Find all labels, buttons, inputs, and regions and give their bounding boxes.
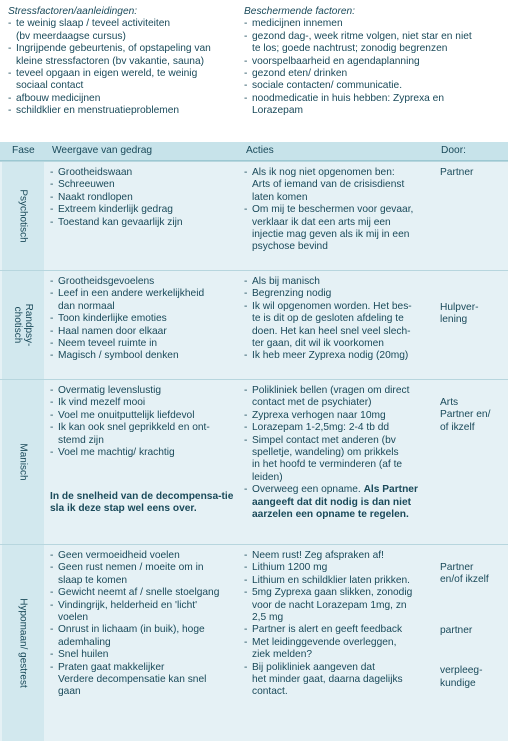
list-item-line: - Grootheidsgevoelens bbox=[50, 276, 238, 288]
header-acties: Acties bbox=[246, 145, 274, 156]
responsible-cell bbox=[440, 397, 506, 434]
phase-label: Randpsy- chotisch bbox=[12, 303, 34, 347]
list-item-line: - Vindingrijk, helderheid en 'licht' bbox=[50, 600, 238, 612]
phase-label: Hypomaan/ gestrest bbox=[17, 598, 29, 688]
list-item-line: - voorspelbaarheid en agendaplanning bbox=[244, 56, 506, 68]
list-item-line: - Geen rust nemen / moeite om in bbox=[50, 562, 238, 574]
list-item-line: - gezond dag-, week ritme volgen, niet star en niet bbox=[244, 31, 506, 43]
list-item bbox=[244, 484, 434, 521]
list-item-line: voelen bbox=[58, 612, 89, 624]
responsible-line: verpleeg- bbox=[440, 665, 483, 677]
responsible-line: partner bbox=[440, 624, 473, 636]
list-item-line: - teveel opgaan in eigen wereld, te weinig bbox=[8, 68, 244, 80]
list-item-line: - Leef in een andere werkelijkheid bbox=[50, 288, 238, 300]
phase-label: Manisch bbox=[17, 443, 29, 481]
responsible-line: lening bbox=[440, 314, 468, 326]
list-item-line: - Voel me onuitputtelijk liefdevol bbox=[50, 410, 238, 422]
list-item-line: - Partner is alert en geeft feedback bbox=[244, 624, 434, 636]
behavior-cell bbox=[50, 550, 238, 699]
list-item-line: - Haal namen door elkaar bbox=[50, 326, 238, 338]
list-item-line: - Voel me machtig/ krachtig bbox=[50, 447, 238, 459]
list-item-line: - Ingrijpende gebeurtenis, of opstapeling van bbox=[8, 43, 244, 55]
list-item-line: ademhaling bbox=[58, 636, 111, 648]
stress-factors-list bbox=[8, 18, 244, 117]
list-item-line: - schildklier en menstruatieproblemen bbox=[8, 105, 244, 117]
list-item-line: voor de nacht Lorazepam 1mg, zn bbox=[252, 599, 407, 611]
list-item-line: stemd zijn bbox=[58, 434, 104, 446]
behavior-cell bbox=[50, 167, 238, 229]
stress-factors-header: Stressfactoren/aanleidingen: bbox=[8, 6, 138, 17]
table-row-hypomaan bbox=[0, 544, 508, 741]
responsible-cell bbox=[440, 562, 506, 690]
list-item-line: - Snel huilen bbox=[50, 649, 238, 661]
table-row-randpsychotisch bbox=[0, 270, 508, 379]
header-fase: Fase bbox=[12, 145, 35, 156]
list-item-line: Lorazepam bbox=[252, 105, 303, 117]
factors-section bbox=[0, 0, 508, 140]
list-item-line: slaap te komen bbox=[58, 574, 128, 586]
actions-cell bbox=[244, 167, 434, 254]
list-item-line: Verdere decompensatie kan snel bbox=[58, 674, 207, 686]
behavior-cell bbox=[50, 385, 238, 459]
phase-cell bbox=[2, 545, 44, 741]
phase-table bbox=[0, 142, 508, 740]
responsible-line: Partner bbox=[440, 562, 474, 573]
list-item-line: het minder gaat, daarna dagelijks bbox=[252, 674, 403, 686]
list-item-line: - Extreem kinderlijk gedrag bbox=[50, 204, 238, 216]
table-header bbox=[0, 142, 508, 161]
list-item-line: 2,5 mg bbox=[252, 612, 284, 624]
table-row-manisch bbox=[0, 379, 508, 544]
actions-cell bbox=[244, 276, 434, 363]
list-item-line: - sociale contacten/ communicatie. bbox=[244, 80, 506, 92]
responsible-cell bbox=[440, 302, 506, 327]
list-item-line: - Gewicht neemt af / snelle stoelgang bbox=[50, 587, 238, 599]
list-item-line: - afbouw medicijnen bbox=[8, 93, 244, 105]
protective-factors-column bbox=[244, 6, 506, 118]
responsible-line: en/of ikzelf bbox=[440, 574, 489, 586]
list-item-line: - Geen vermoeidheid voelen bbox=[50, 550, 238, 562]
list-item-line: verklaar ik dat een arts mij een bbox=[252, 216, 391, 228]
list-item-line: te los; goede nachtrust; zonodig begrenzen bbox=[252, 43, 448, 55]
responsible-group bbox=[440, 562, 506, 587]
responsible-line: Partner en/ bbox=[440, 409, 491, 421]
list-item-line: - Bij polikliniek aangeven dat bbox=[244, 662, 434, 674]
list-item-line: ter gaan, dit wil ik voorkomen bbox=[252, 338, 384, 350]
phase-cell bbox=[2, 162, 44, 270]
behavior-note: In de snelheid van de decompensa-tie sla ik deze stap wel eens over. bbox=[50, 491, 234, 515]
list-item-line: injectie mag geven als ik mij in een bbox=[252, 229, 410, 241]
list-item-line: - 5mg Zyprexa gaan slikken, zonodig bbox=[244, 587, 434, 599]
responsible-line: of ikzelf bbox=[440, 421, 475, 433]
list-item-line: - te weinig slaap / teveel activiteiten bbox=[8, 18, 244, 30]
list-item-line: - Begrenzing nodig bbox=[244, 288, 434, 300]
list-item-line: spelletje, wandeling) om prikkels bbox=[252, 447, 399, 459]
list-item-line: - Neem rust! Zeg afspraken af! bbox=[244, 550, 434, 562]
list-item-line: - Naakt rondlopen bbox=[50, 192, 238, 204]
table-row-psychotisch bbox=[0, 161, 508, 270]
list-item-line: (bv meerdaagse cursus) bbox=[16, 30, 126, 42]
list-item-line: - Polikliniek bellen (vragen om direct bbox=[244, 385, 434, 397]
list-item-line: - noodmedicatie in huis hebben: Zyprexa en bbox=[244, 93, 506, 105]
list-item-line: - Als bij manisch bbox=[244, 276, 434, 288]
list-item-line: psychose bevind bbox=[252, 241, 328, 253]
phase-cell bbox=[2, 380, 44, 544]
list-item-line: - Praten gaat makkelijker bbox=[50, 662, 238, 674]
list-item-line: - Lithium en schildklier laten prikken. bbox=[244, 575, 434, 587]
list-item-line: contact. bbox=[252, 686, 288, 698]
list-item-line: - Lorazepam 1-2,5mg: 2-4 tb dd bbox=[244, 422, 434, 434]
list-item-line: - Als ik nog niet opgenomen ben: bbox=[244, 167, 434, 179]
list-item-line: dan normaal bbox=[58, 300, 115, 312]
actions-cell bbox=[244, 550, 434, 699]
list-item-line: contact met de psychiater) bbox=[252, 397, 372, 409]
list-item-line: - Met leidinggevende overleggen, bbox=[244, 637, 434, 649]
responsible-cell bbox=[440, 167, 506, 179]
list-item-line: - Onrust in lichaam (in buik), hoge bbox=[50, 624, 238, 636]
list-item-line: - Toestand kan gevaarlijk zijn bbox=[50, 217, 238, 229]
list-item-line: - Om mij te beschermen voor gevaar, bbox=[244, 204, 434, 216]
responsible-line: Arts bbox=[440, 397, 459, 408]
responsible-line: kundige bbox=[440, 677, 476, 689]
header-gedrag: Weergave van gedrag bbox=[52, 145, 153, 156]
list-item-line: - Magisch / symbool denken bbox=[50, 350, 238, 362]
responsible-group bbox=[440, 625, 506, 637]
list-item-line: - Ik wil opgenomen worden. Het bes- bbox=[244, 301, 434, 313]
list-item-line: gaan bbox=[58, 686, 81, 698]
list-item-line: leiden) bbox=[252, 471, 283, 483]
list-item-line: - Simpel contact met anderen (bv bbox=[244, 435, 434, 447]
list-item-line: ziek melden? bbox=[252, 649, 313, 661]
action-text-bold: Als Partner aangeeft dat dit nodig is dan niet aarzelen een opname te regelen. bbox=[252, 484, 418, 521]
action-text: Overweeg een opname. bbox=[252, 484, 364, 496]
list-item-line: - Overmatig levenslustig bbox=[50, 385, 238, 397]
list-item-line: - Ik kan ook snel geprikkeld en ont- bbox=[50, 422, 238, 434]
list-item-line: sociaal contact bbox=[16, 80, 84, 92]
protective-factors-header: Beschermende factoren: bbox=[244, 6, 355, 17]
behavior-cell bbox=[50, 276, 238, 363]
responsible-group bbox=[440, 665, 506, 690]
list-item-line: in het hoofd te verminderen (af te bbox=[252, 459, 403, 471]
list-item-line: laten komen bbox=[252, 191, 308, 203]
header-door: Door: bbox=[441, 145, 466, 156]
list-item-line: - Ik heb meer Zyprexa nodig (20mg) bbox=[244, 350, 434, 362]
list-item-line: te is dit op de gesloten afdeling te bbox=[252, 313, 404, 325]
list-item-line: - Ik vind mezelf mooi bbox=[50, 397, 238, 409]
protective-factors-list bbox=[244, 18, 506, 117]
stress-factors-column bbox=[8, 6, 244, 118]
list-item-line: - Schreeuwen bbox=[50, 179, 238, 191]
list-item-line: - Lithium 1200 mg bbox=[244, 562, 434, 574]
list-item-line: - medicijnen innemen bbox=[244, 18, 506, 30]
responsible-line: Partner bbox=[440, 167, 474, 178]
list-item-line: kleine stressfactoren (bv vakantie, sauna) bbox=[16, 55, 204, 67]
list-item-line: - Toon kinderlijke emoties bbox=[50, 313, 238, 325]
responsible-line: Hulpver- bbox=[440, 302, 479, 313]
list-item-line: - Neem teveel ruimte in bbox=[50, 338, 238, 350]
actions-cell bbox=[244, 385, 434, 521]
phase-label: Psychotisch bbox=[17, 189, 29, 243]
list-item-line: doen. Het kan heel snel veel slech- bbox=[252, 325, 411, 337]
list-item-line: - Zyprexa verhogen naar 10mg bbox=[244, 410, 434, 422]
phase-cell bbox=[2, 271, 44, 379]
list-item-line: - gezond eten/ drinken bbox=[244, 68, 506, 80]
list-item-line: Arts of iemand van de crisisdienst bbox=[252, 179, 405, 191]
list-item-line: - Grootheidswaan bbox=[50, 167, 238, 179]
